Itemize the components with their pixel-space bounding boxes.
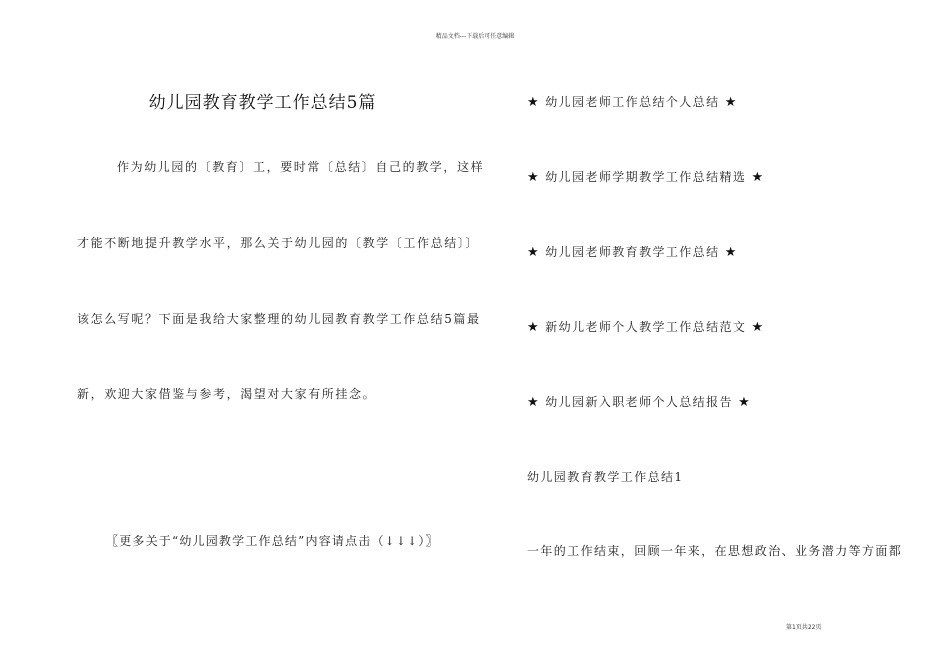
related-article-label: 幼儿园老师教育教学工作总结 <box>545 245 720 259</box>
header-note: 精品文档---下载后可任意编辑 <box>435 33 515 40</box>
more-articles-link[interactable]: 〖更多关于“幼儿园教学工作总结”内容请点击（↓↓↓）〗 <box>106 534 439 548</box>
intro-paragraph-line-4: 新，欢迎大家借鉴与参考，渴望对大家有所挂念。 <box>77 387 377 401</box>
intro-paragraph-line-1: 作为幼儿园的〔教育〕工，要时常〔总结〕自己的教学，这样 <box>117 160 485 174</box>
star-icon: ★ <box>527 170 541 185</box>
related-article-link-3[interactable] <box>527 243 738 260</box>
star-icon: ★ <box>527 320 541 335</box>
star-icon: ★ <box>724 95 738 110</box>
related-article-link-5[interactable] <box>527 393 751 410</box>
intro-paragraph-line-3: 该怎么写呢？下面是我给大家整理的幼儿园教育教学工作总结5篇最 <box>77 312 481 326</box>
star-icon: ★ <box>751 170 765 185</box>
section-body-line: 一年的工作结束，回顾一年来，在思想政治、业务潜力等方面都 <box>527 544 903 558</box>
star-icon: ★ <box>751 320 765 335</box>
related-article-label: 幼儿园新入职老师个人总结报告 <box>545 395 733 409</box>
star-icon: ★ <box>527 95 541 110</box>
related-article-label: 幼儿园老师工作总结个人总结 <box>545 95 720 109</box>
related-article-label: 新幼儿老师个人教学工作总结范文 <box>545 320 747 334</box>
related-article-link-2[interactable] <box>527 168 765 185</box>
star-icon: ★ <box>724 245 738 260</box>
star-icon: ★ <box>738 395 752 410</box>
page-indicator: 第1页共22页 <box>786 624 822 631</box>
star-icon: ★ <box>527 395 541 410</box>
related-article-link-4[interactable] <box>527 318 765 335</box>
intro-paragraph-line-2: 才能不断地提升教学水平，那么关于幼儿园的〔教学〔工作总结〕〕 <box>77 236 480 250</box>
related-article-link-1[interactable] <box>527 93 738 110</box>
related-article-label: 幼儿园老师学期教学工作总结精选 <box>545 170 747 184</box>
document-title: 幼儿园教育教学工作总结5篇 <box>148 93 377 113</box>
section-heading: 幼儿园教育教学工作总结1 <box>527 470 684 484</box>
star-icon: ★ <box>527 245 541 260</box>
